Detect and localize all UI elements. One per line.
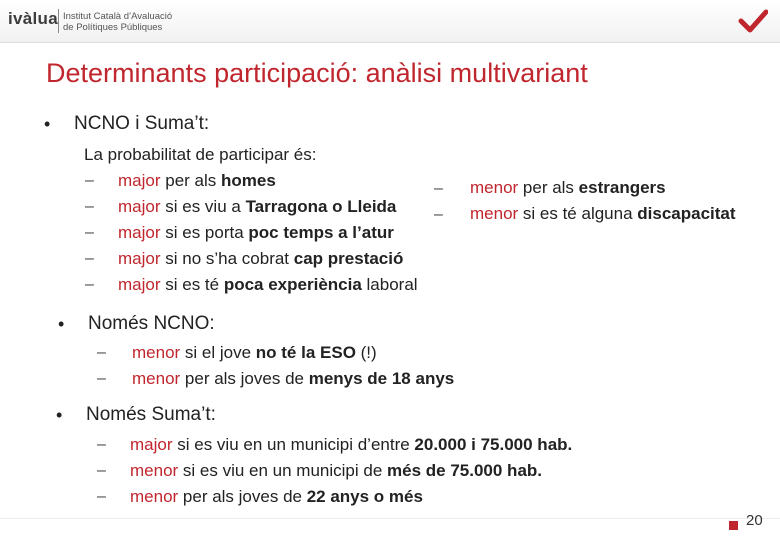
logo-subtitle <box>63 11 172 33</box>
dash-icon: – <box>97 462 106 479</box>
dash-icon: – <box>434 180 443 197</box>
page-number: 20 <box>746 512 763 529</box>
logo: ivàlua <box>8 9 58 28</box>
list-item: major si es té poca experiència laboral <box>118 275 418 294</box>
dash-icon: – <box>85 172 94 189</box>
dash-icon: – <box>85 198 94 215</box>
list-item: menor si es viu en un municipi de més de 75.000 hab. <box>130 461 543 480</box>
logo-subtitle-line2: de Polítiques Públiques <box>63 22 163 33</box>
dash-icon: – <box>85 276 94 293</box>
list-item: major si no s’ha cobrat cap prestació <box>118 249 404 268</box>
list-item: menor per als estrangers <box>470 178 666 197</box>
section-intro: La probabilitat de participar és: <box>84 145 317 164</box>
page-marker-icon <box>729 521 738 530</box>
section-heading-suma: Només Suma’t: <box>86 404 216 425</box>
list-item: menor per als joves de 22 anys o més <box>130 487 423 506</box>
list-item: major per als homes <box>118 171 276 190</box>
list-item: major si es viu a Tarragona o Lleida <box>118 197 397 216</box>
logo-subtitle-line1: Institut Català d’Avaluació <box>63 11 173 22</box>
list-item: menor si es té alguna discapacitat <box>470 204 736 223</box>
header-band <box>0 0 780 43</box>
bullet-icon: • <box>58 314 65 334</box>
bullet-icon: • <box>56 405 63 425</box>
dash-icon: – <box>434 206 443 223</box>
dash-icon: – <box>85 250 94 267</box>
footer-divider <box>0 518 780 519</box>
dash-icon: – <box>97 344 106 361</box>
section-heading-ncno-suma: NCNO i Suma’t: <box>74 113 210 134</box>
check-icon <box>738 9 768 35</box>
bullet-icon: • <box>44 114 51 134</box>
dash-icon: – <box>85 224 94 241</box>
logo-divider <box>58 9 59 33</box>
list-item: major si es porta poc temps a l’atur <box>118 223 394 242</box>
dash-icon: – <box>97 370 106 387</box>
slide-title: Determinants participació: anàlisi multivariant <box>46 58 588 88</box>
list-item: menor si el jove no té la ESO (!) <box>132 343 377 362</box>
list-item: major si es viu en un municipi d’entre 20.000 i 75.000 hab. <box>130 435 573 454</box>
dash-icon: – <box>97 436 106 453</box>
list-item: menor per als joves de menys de 18 anys <box>132 369 455 388</box>
section-heading-ncno: Només NCNO: <box>88 313 215 334</box>
dash-icon: – <box>97 488 106 505</box>
